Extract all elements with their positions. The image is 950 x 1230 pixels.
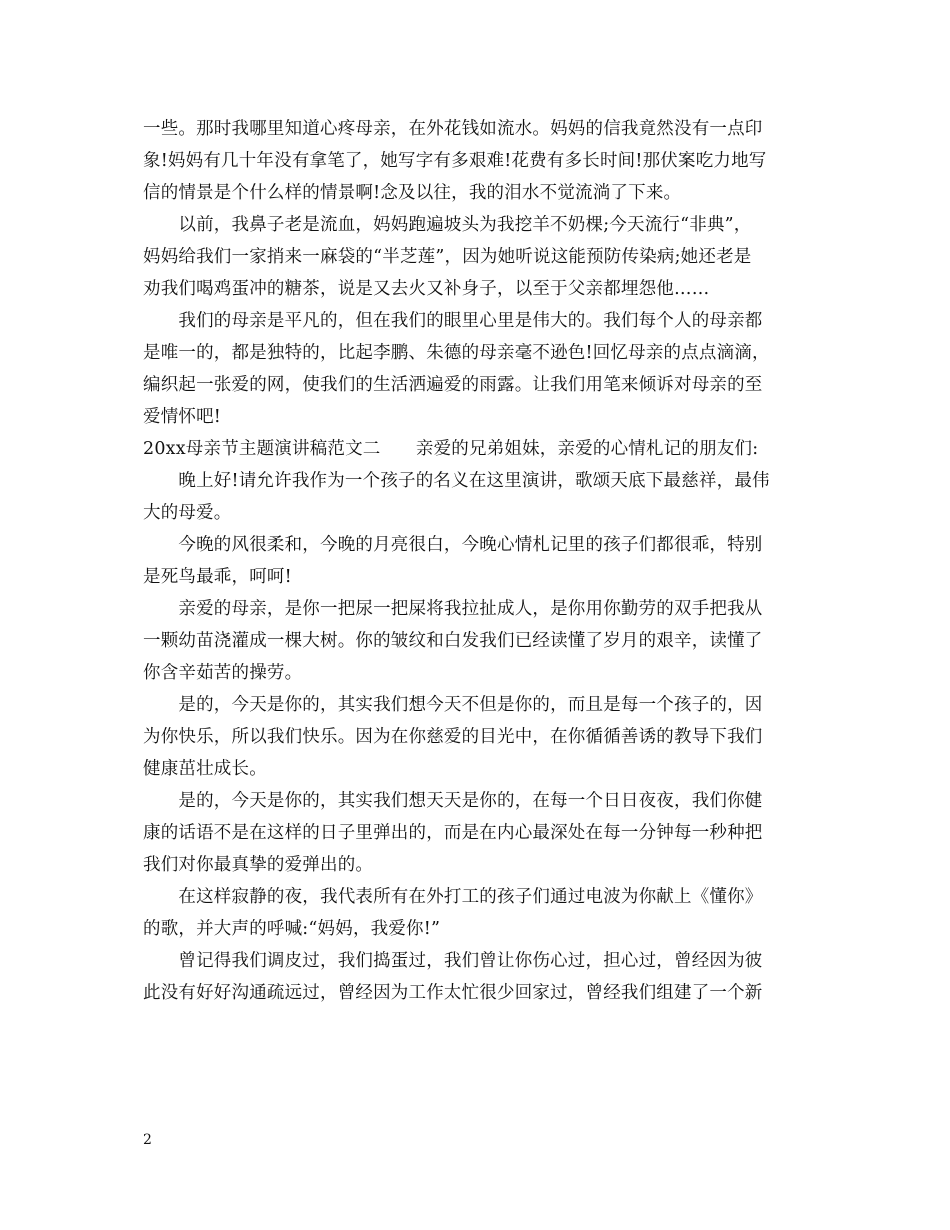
text-line: 大的母爱。 <box>143 503 232 523</box>
text-line: 今晚的风很柔和，今晚的月亮很白，今晚心情札记里的孩子们都很乖，特别 <box>143 535 763 555</box>
text-line: 一颗幼苗浇灌成一棵大树。你的皱纹和白发我们已经读懂了岁月的艰辛，读懂了 <box>143 631 763 651</box>
text-line: 曾记得我们调皮过，我们捣蛋过，我们曾让你伤心过，担心过，曾经因为彼 <box>143 951 763 971</box>
text-line: 康的话语不是在这样的日子里弹出的，而是在内心最深处在每一分钟每一秒种把 <box>143 823 763 843</box>
text-line: 编织起一张爱的网，使我们的生活洒遍爱的雨露。让我们用笔来倾诉对母亲的至 <box>143 375 763 395</box>
text-line: 爱情怀吧! <box>143 407 222 427</box>
section-heading-line: 20xx母亲节主题演讲稿范文二 亲爱的兄弟姐妹，亲爱的心情札记的朋友们: <box>143 439 759 459</box>
text-line: 象!妈妈有几十年没有拿笔了，她写字有多艰难!花费有多长时间!那伏案吃力地写 <box>143 151 767 171</box>
document-body <box>143 113 815 1009</box>
text-line: 亲爱的母亲，是你一把尿一把屎将我拉扯成人，是你用你勤劳的双手把我从 <box>143 599 763 619</box>
text-line: 此没有好好沟通疏远过，曾经因为工作太忙很少回家过，曾经我们组建了一个新 <box>143 983 763 1003</box>
text-line: 我们的母亲是平凡的，但在我们的眼里心里是伟大的。我们每个人的母亲都 <box>143 311 763 331</box>
text-line: 是死鸟最乖，呵呵! <box>143 567 292 587</box>
text-line: 是唯一的，都是独特的，比起李鹏、朱德的母亲毫不逊色!回忆母亲的点点滴滴， <box>143 343 770 363</box>
text-line: 你含辛茹苦的操劳。 <box>143 663 303 683</box>
text-line: 一些。那时我哪里知道心疼母亲，在外花钱如流水。妈妈的信我竟然没有一点印 <box>143 119 763 139</box>
text-line: 信的情景是个什么样的情景啊!念及以往，我的泪水不觉流淌了下来。 <box>143 183 682 203</box>
text-line: 在这样寂静的夜，我代表所有在外打工的孩子们通过电波为你献上《懂你》 <box>143 887 763 907</box>
text-line: 是的，今天是你的，其实我们想今天不但是你的，而且是每一个孩子的，因 <box>143 695 763 715</box>
text-line: 我们对你最真挚的爱弹出的。 <box>143 855 374 875</box>
text-line: 以前，我鼻子老是流血，妈妈跑遍坡头为我挖羊不奶棵;今天流行“非典”， <box>143 215 752 235</box>
text-line: 是的，今天是你的，其实我们想天天是你的，在每一个日日夜夜，我们你健 <box>143 791 763 811</box>
text-line: 晚上好!请允许我作为一个孩子的名义在这里演讲，歌颂天底下最慈祥，最伟 <box>143 471 770 491</box>
text-line: 健康茁壮成长。 <box>143 759 267 779</box>
text-line: 劝我们喝鸡蛋冲的糖茶，说是又去火又补身子，以至于父亲都埋怨他…… <box>143 279 710 299</box>
text-line: 妈妈给我们一家捎来一麻袋的“半芝莲”，因为她听说这能预防传染病;她还老是 <box>143 247 752 267</box>
page-number: 2 <box>143 1132 152 1148</box>
text-line: 的歌，并大声的呼喊:“妈妈，我爱你!” <box>143 919 441 939</box>
text-line: 为你快乐，所以我们快乐。因为在你慈爱的目光中，在你循循善诱的教导下我们 <box>143 727 763 747</box>
